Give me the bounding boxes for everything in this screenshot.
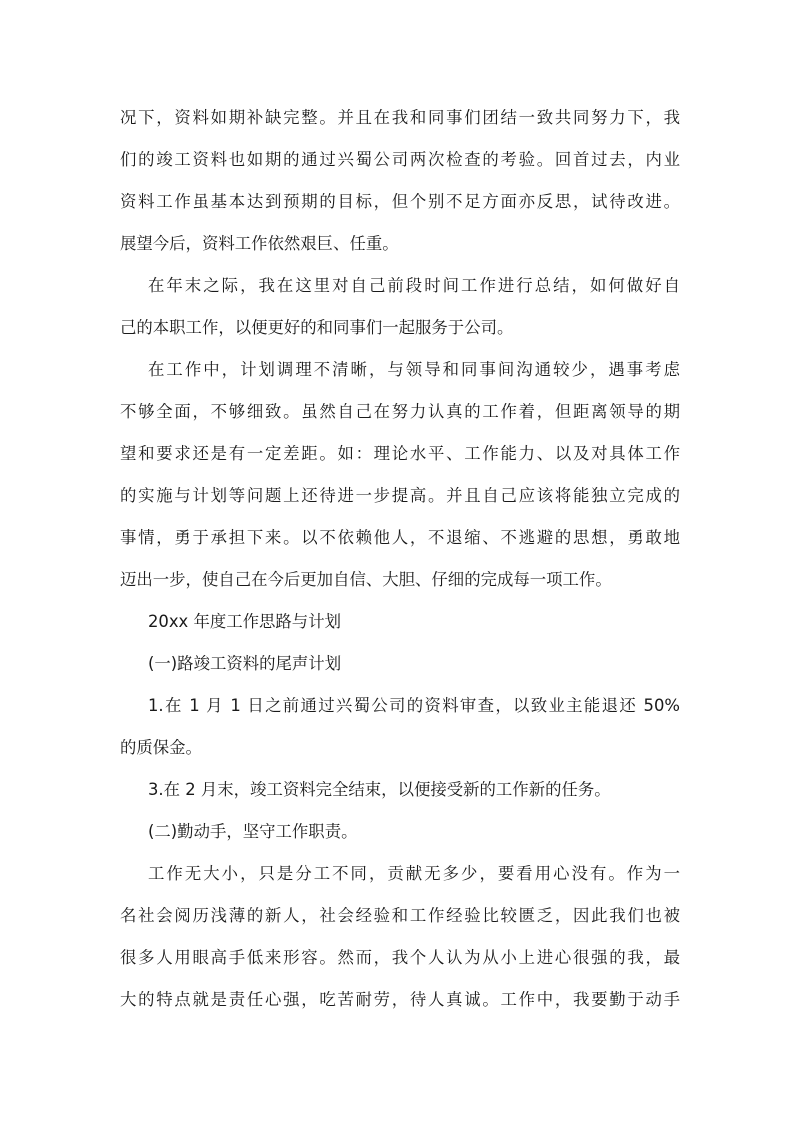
text-line: 很多人用眼高手低来形容。然而，我个人认为从小上进心很强的我，最: [120, 948, 680, 967]
list-item: 1.在 1 月 1 日之前通过兴蜀公司的资料审查，以致业主能退还 50%: [148, 696, 680, 715]
text-line: 展望今后，资料工作依然艰巨、任重。: [120, 234, 399, 253]
text-line: 资料工作虽基本达到预期的目标，但个别不足方面亦反思，试待改进。: [120, 192, 680, 211]
text-line: 况下，资料如期补缺完整。并且在我和同事们团结一致共同努力下，我: [120, 108, 680, 127]
text-line: 们的竣工资料也如期的通过兴蜀公司两次检查的考验。回首过去，内业: [120, 150, 680, 169]
text-line: 迈出一步，使自己在今后更加自信、大胆、仔细的完成每一项工作。: [120, 570, 612, 589]
text-line: 名社会阅历浅薄的新人，社会经验和工作经验比较匮乏，因此我们也被: [120, 906, 680, 925]
text-line: 工作无大小，只是分工不同，贡献无多少，要看用心没有。作为一: [148, 864, 680, 883]
text-line: 大的特点就是责任心强，吃苦耐劳，待人真诚。工作中，我要勤于动手: [120, 990, 680, 1009]
list-item: 3.在 2 月末，竣工资料完全结束，以便接受新的工作新的任务。: [148, 780, 611, 799]
text-line: 事情，勇于承担下来。以不依赖他人，不退缩、不逃避的思想，勇敢地: [120, 528, 680, 547]
subsection-heading: (一)路竣工资料的尾声计划: [148, 654, 342, 673]
section-heading: 20xx 年度工作思路与计划: [148, 612, 341, 631]
text-line: 望和要求还是有一定差距。如：理论水平、工作能力、以及对具体工作: [120, 444, 680, 463]
text-line: 己的本职工作，以便更好的和同事们一起服务于公司。: [120, 318, 514, 337]
subsection-heading: (二)勤动手，坚守工作职责。: [148, 822, 358, 841]
text-line: 在工作中，计划调理不清晰，与领导和同事间沟通较少，遇事考虑: [148, 360, 680, 379]
list-item-continuation: 的质保金。: [120, 738, 202, 757]
text-line: 在年末之际，我在这里对自己前段时间工作进行总结，如何做好自: [148, 276, 680, 295]
text-line: 的实施与计划等问题上还待进一步提高。并且自己应该将能独立完成的: [120, 486, 680, 505]
text-line: 不够全面，不够细致。虽然自己在努力认真的工作着，但距离领导的期: [120, 402, 680, 421]
